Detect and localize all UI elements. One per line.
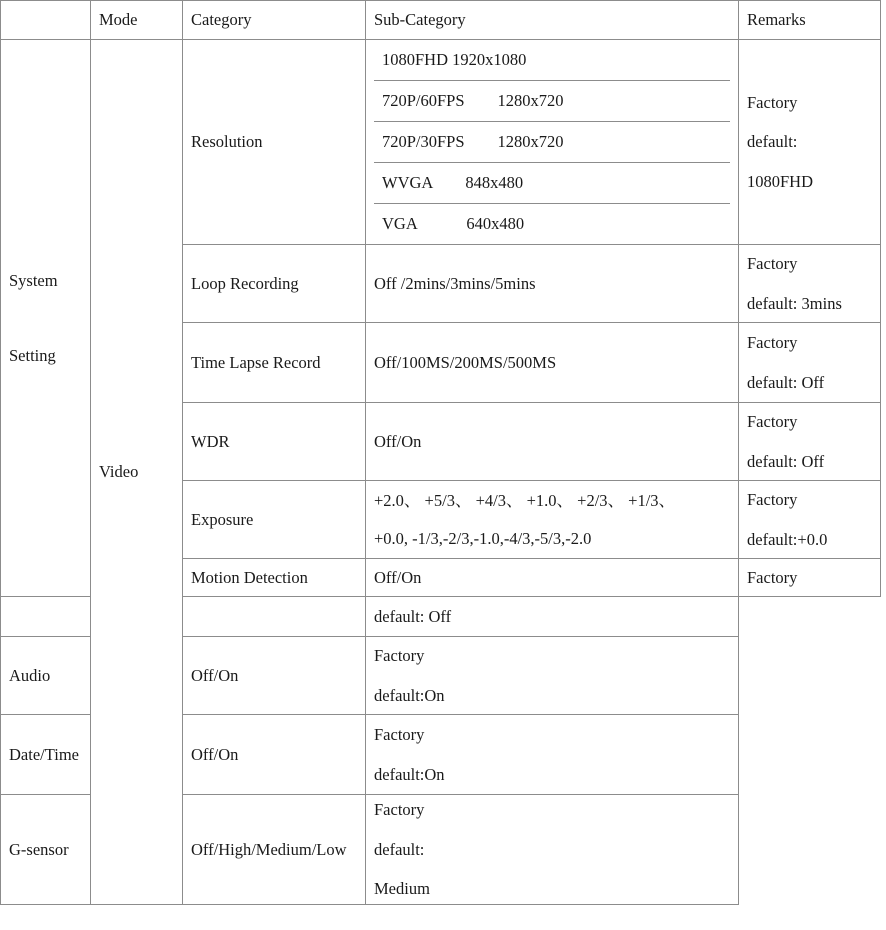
subcategory-motion-detection: Off/On [366,559,739,597]
remarks-audio-line-1: Factory [374,646,425,666]
resolution-option-row [374,122,730,163]
header-category: Category [183,1,366,40]
remarks-g-sensor-line-1: Factory [374,800,425,820]
header-mode: Mode [91,1,183,40]
remarks-time-lapse-line-2: default: Off [747,372,825,392]
subcategory-audio: Off/On [183,637,366,715]
remarks-wdr-line-1: Factory [747,412,798,432]
resolution-option-720p60: 720P/60FPS 1280x720 [374,81,730,122]
category-motion-detection-empty [1,597,91,637]
resolution-option-row [374,163,730,204]
remarks-exposure [739,481,881,559]
subcategory-exposure [366,481,739,559]
remarks-audio [366,637,739,715]
remarks-loop-recording [739,245,881,323]
category-wdr: WDR [183,403,366,481]
subcategory-loop-recording: Off /2mins/3mins/5mins [366,245,739,323]
category-resolution: Resolution [183,40,366,245]
setting-group-cell [1,40,91,597]
category-loop-recording: Loop Recording [183,245,366,323]
subcategory-g-sensor: Off/High/Medium/Low [183,795,366,905]
category-time-lapse: Time Lapse Record [183,323,366,403]
exposure-values-line-1: +2.0、 +5/3、 +4/3、 +1.0、 +2/3、 +1/3、 [374,491,676,511]
resolution-option-vga: VGA 640x480 [374,204,730,245]
header-subcategory: Sub-Category [366,1,739,40]
remarks-date-time-line-2: default:On [374,764,445,784]
category-exposure: Exposure [183,481,366,559]
header-corner-cell [1,1,91,40]
resolution-option-720p30: 720P/30FPS 1280x720 [374,122,730,163]
remarks-time-lapse [739,323,881,403]
remarks-exposure-line-1: Factory [747,490,798,510]
subcategory-date-time: Off/On [183,715,366,795]
category-g-sensor: G-sensor [1,795,91,905]
remarks-motion-detection-line-2: default: Off [366,597,739,637]
remarks-exposure-line-2: default:+0.0 [747,529,828,549]
resolution-option-row [374,40,730,81]
remarks-resolution-line-2: default: [747,132,798,152]
remarks-resolution-line-1: Factory [747,92,798,112]
remarks-loop-recording-line-1: Factory [747,254,798,274]
table-row-resolution [1,40,881,245]
remarks-motion-detection-line-1: Factory [739,559,881,597]
category-audio: Audio [1,637,91,715]
table-header-row [1,1,881,40]
remarks-wdr [739,403,881,481]
setting-group-line-2: Setting [9,346,56,365]
remarks-g-sensor-line-3: Medium [374,879,430,899]
category-date-time: Date/Time [1,715,91,795]
remarks-wdr-line-2: default: Off [747,451,825,471]
setting-group-line-1: System [9,270,58,290]
exposure-values-line-2: +0.0, -1/3,-2/3,-1.0,-4/3,-5/3,-2.0 [374,528,592,548]
remarks-date-time [366,715,739,795]
header-remarks: Remarks [739,1,881,40]
remarks-date-time-line-1: Factory [374,725,425,745]
subcategory-motion-detection-empty [183,597,366,637]
remarks-resolution-line-3: 1080FHD [747,171,814,191]
remarks-g-sensor-line-2: default: [374,839,425,859]
remarks-audio-line-2: default:On [374,685,445,705]
resolution-options-table [374,40,730,244]
remarks-loop-recording-line-2: default: 3mins [747,293,842,313]
resolution-option-wvga: WVGA 848x480 [374,163,730,204]
resolution-option-1080fhd: 1080FHD 1920x1080 [374,40,730,81]
resolution-option-row [374,81,730,122]
category-motion-detection: Motion Detection [183,559,366,597]
subcategory-wdr: Off/On [366,403,739,481]
subcategory-time-lapse: Off/100MS/200MS/500MS [366,323,739,403]
remarks-resolution [739,40,881,245]
remarks-time-lapse-line-1: Factory [747,333,798,353]
mode-video-cell: Video [91,40,183,905]
resolution-option-row [374,204,730,245]
subcategory-resolution-list [366,40,739,245]
remarks-g-sensor [366,795,739,905]
